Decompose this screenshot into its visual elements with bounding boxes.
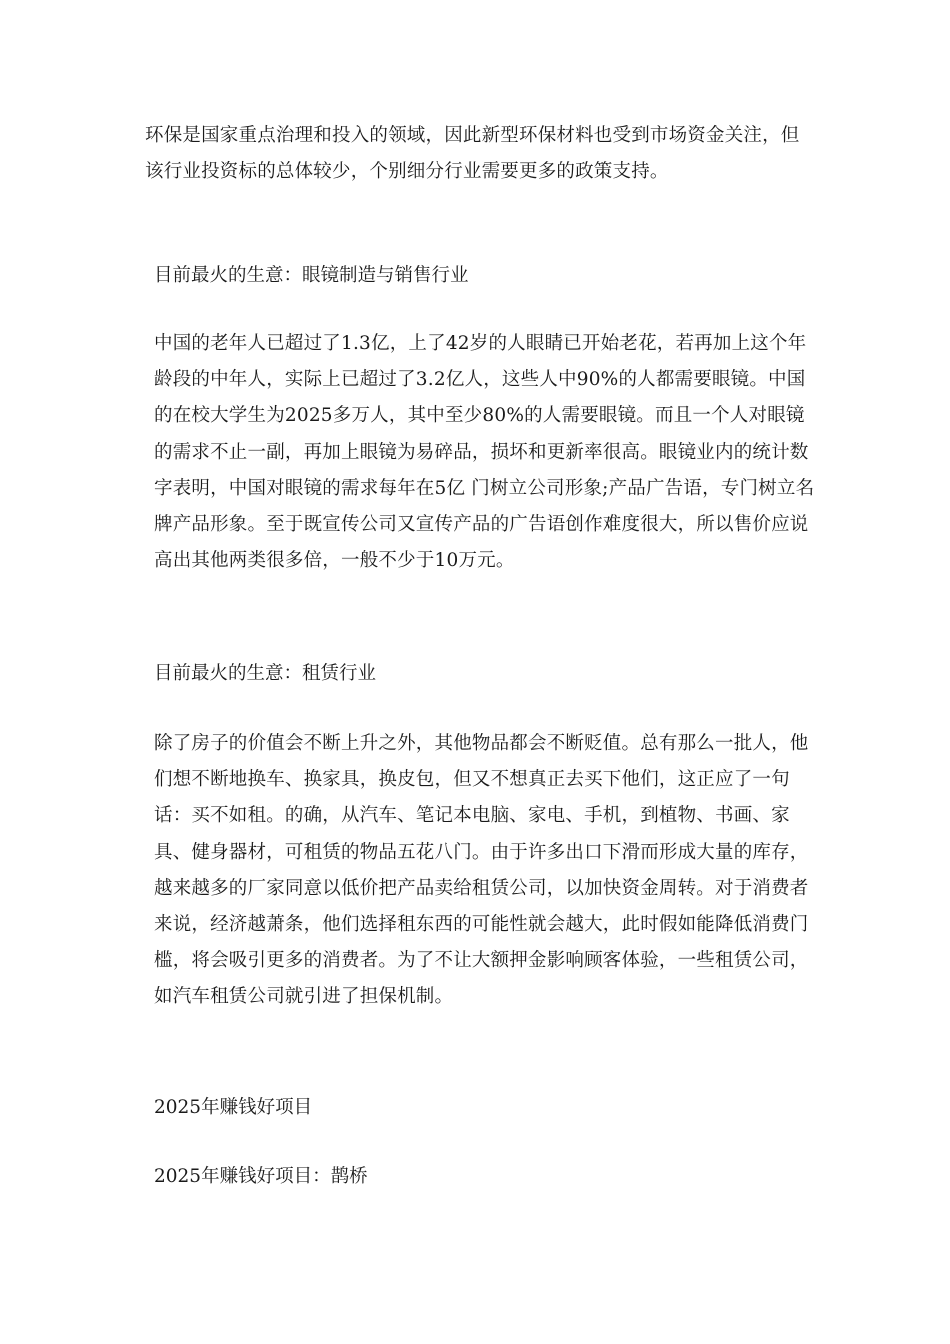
intro-paragraph: 环保是国家重点治理和投入的领域，因此新型环保材料也受到市场资金关注，但该行业投资标的总体较少，个别细分行业需要更多的政策支持。 bbox=[145, 125, 800, 183]
section-heading-projects: 2025年赚钱好项目 bbox=[154, 1097, 313, 1118]
section-body-glasses: 中国的老年人已超过了1.3亿，上了42岁的人眼睛已开始老花，若再加上这个年龄段的中年人，实际上已超过了3.2亿人，这些人中90%的人都需要眼镜。中国的在校大学生为2025多万人，其中至少80%的人需要眼镜。而且一个人对眼镜的需求不止一副，再加上眼镜为易碎品，损坏和更新率很高。眼镜业内的统计数字表明，中国对眼镜的需求每年在5亿 门树立公司形象;产品广告语，专门树立名牌产品形象。至于既宣传公司又宣传产品的广告语创作难度很大，所以售价应说高出其他两类很多倍，一般不少于10万元。 bbox=[154, 333, 815, 572]
section-heading-glasses: 目前最火的生意：眼镜制造与销售行业 bbox=[154, 265, 469, 286]
section-heading-rental: 目前最火的生意：租赁行业 bbox=[154, 663, 377, 684]
section-subheading-projects: 2025年赚钱好项目：鹊桥 bbox=[154, 1166, 368, 1187]
section-body-rental: 除了房子的价值会不断上升之外，其他物品都会不断贬值。总有那么一批人，他们想不断地换车、换家具，换皮包，但又不想真正去买下他们，这正应了一句话：买不如租。的确，从汽车、笔记本电脑、家电、手机，到植物、书画、家具、健身器材，可租赁的物品五花八门。由于许多出口下滑而形成大量的库存，越来越多的厂家同意以低价把产品卖给租赁公司，以加快资金周转。对于消费者来说，经济越萧条，他们选择租东西的可能性就会越大，此时假如能降低消费门槛，将会吸引更多的消费者。为了不让大额押金影响顾客体验，一些租赁公司，如汽车租赁公司就引进了担保机制。 bbox=[154, 733, 809, 1008]
